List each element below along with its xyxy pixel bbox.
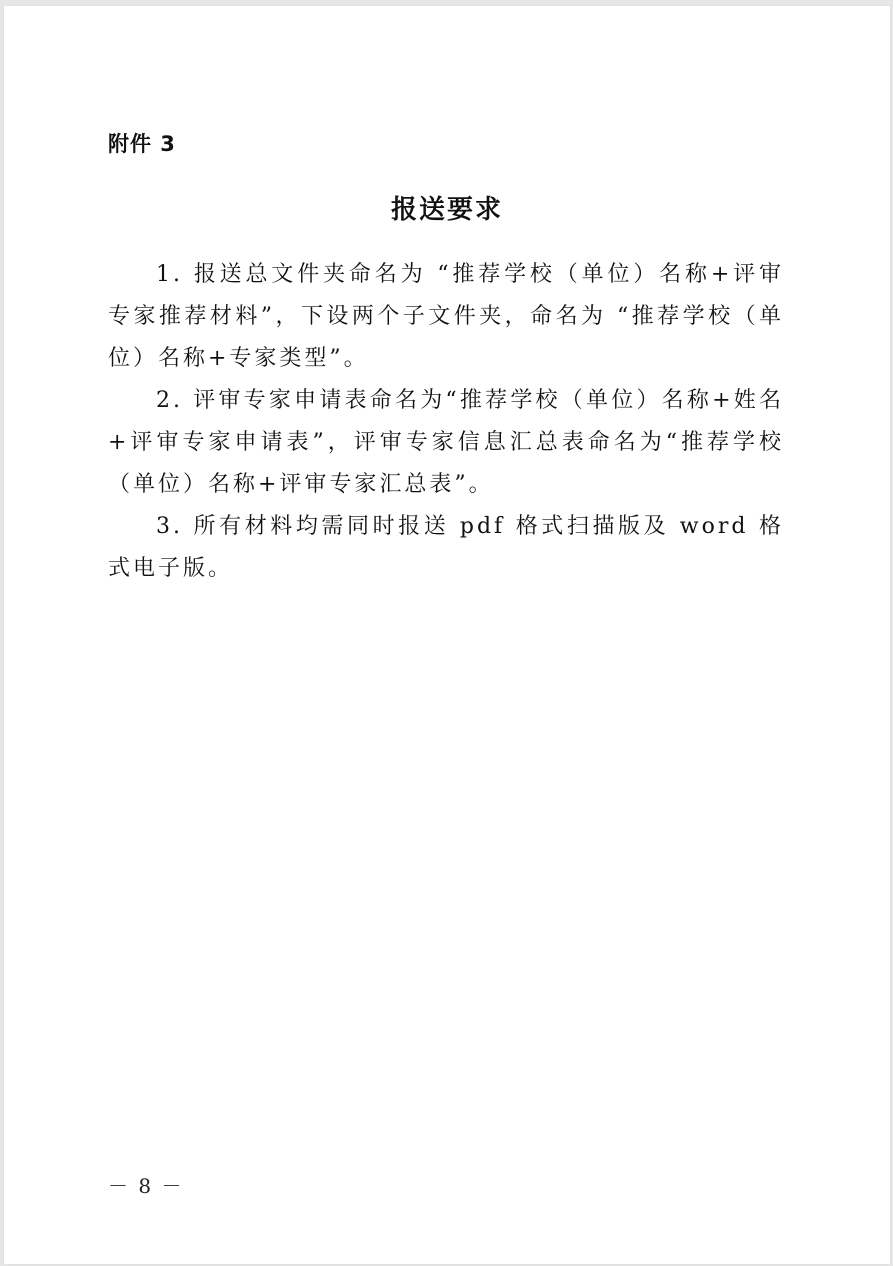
requirement-paragraph-2: 2. 评审专家申请表命名为“推荐学校（单位）名称+姓名+评审专家申请表”，评审专家信息汇总表命名为“推荐学校（单位）名称+评审专家汇总表”。 [108,388,784,497]
requirements-body [108,254,784,590]
requirement-paragraph-3: 3. 所有材料均需同时报送 pdf 格式扫描版及 word 格式电子版。 [108,514,784,581]
page-number: － 8 － [108,1174,184,1198]
document-title: 报送要求 [390,195,503,225]
document-page [4,6,890,1264]
requirement-paragraph-1: 1. 报送总文件夹命名为 “推荐学校（单位）名称+评审专家推荐材料”，下设两个子文件夹，命名为 “推荐学校（单位）名称+专家类型”。 [108,262,784,371]
attachment-label: 附件 3 [108,132,176,156]
